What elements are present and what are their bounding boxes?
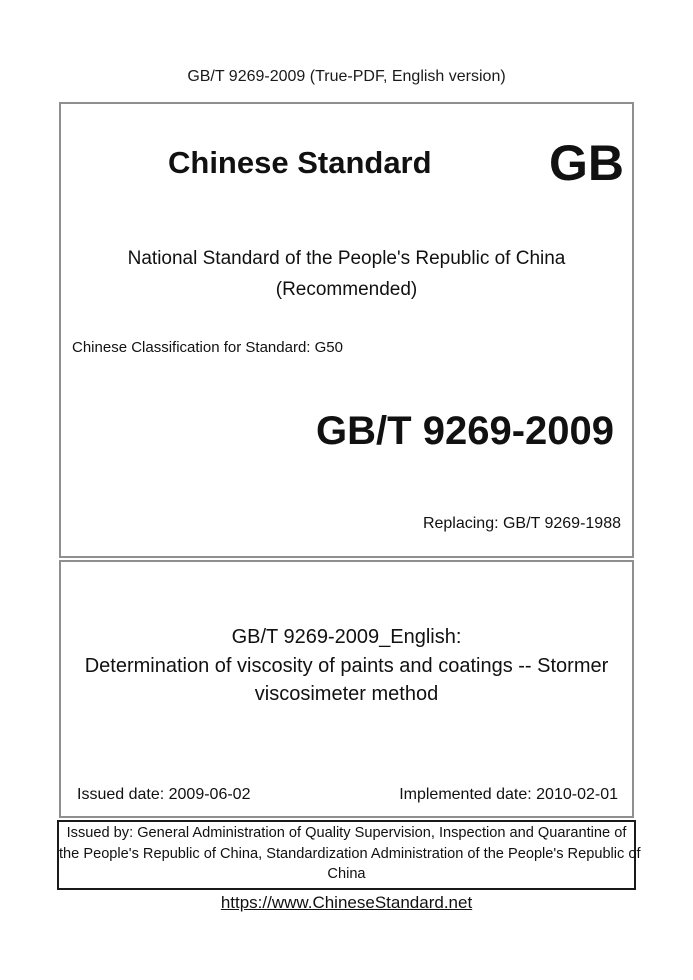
page-header: GB/T 9269-2009 (True-PDF, English version) (187, 68, 506, 85)
issuer-text (59, 822, 641, 885)
issued-date: Issued date: 2009-06-02 (77, 786, 251, 803)
gb-logo: GB (549, 135, 624, 191)
website-link[interactable]: https://www.ChineseStandard.net (220, 893, 473, 912)
issuer-line-2: the People's Republic of China, Standardization Administration of the People's Republic of (59, 845, 641, 862)
cover-box (59, 102, 634, 558)
english-title-line-2: Determination of viscosity of paints and coatings -- Stormer (84, 654, 609, 677)
english-title-line-1: GB/T 9269-2009_English: (231, 626, 462, 648)
dates-row (61, 786, 632, 804)
classification-line: Chinese Classification for Standard: G50 (72, 339, 343, 356)
issuer-box (57, 820, 641, 890)
standard-number: GB/T 9269-2009 (316, 409, 614, 453)
national-standard-line: National Standard of the People's Republic of China (127, 248, 566, 269)
issuer-line-3: China (327, 866, 366, 883)
recommended-line: (Recommended) (275, 279, 418, 300)
english-title-block (61, 623, 632, 709)
chinese-standard-title: Chinese Standard (168, 145, 432, 180)
english-title-line-3: viscosimeter method (254, 683, 439, 705)
implemented-date: Implemented date: 2010-02-01 (399, 786, 618, 803)
title-box (59, 560, 634, 818)
issuer-line-1: Issued by: General Administration of Quality Supervision, Inspection and Quarantine of (66, 825, 627, 841)
replacing-line: Replacing: GB/T 9269-1988 (422, 515, 621, 532)
